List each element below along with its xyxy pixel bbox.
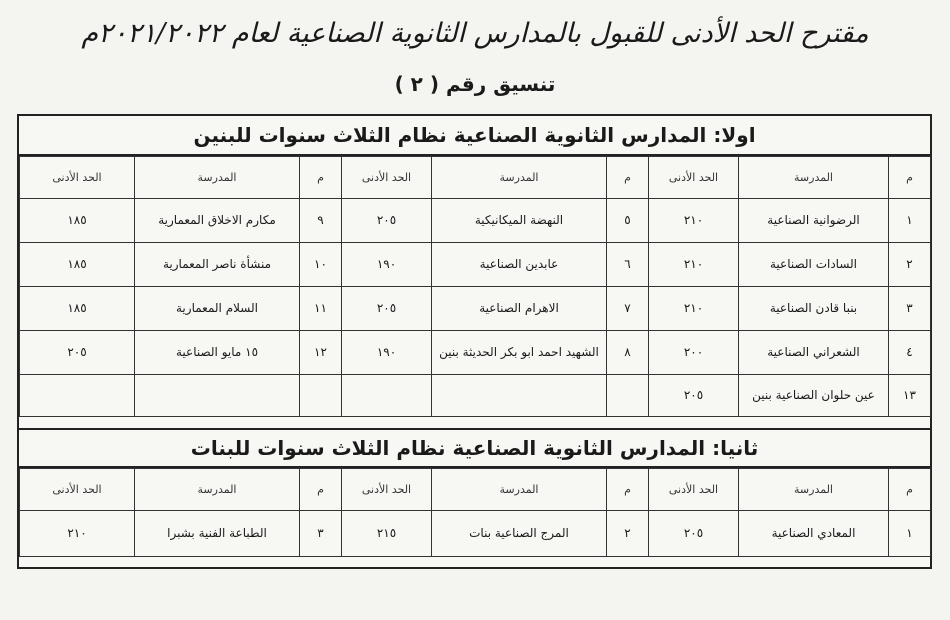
min-score: ١٩٠ — [342, 331, 432, 375]
school-name: بنبا قادن الصناعية — [739, 287, 889, 331]
girls-schools-table — [19, 468, 931, 557]
row-number: ٥ — [607, 199, 649, 243]
row-number: ٦ — [607, 243, 649, 287]
school-name: عين حلوان الصناعية بنين — [739, 375, 889, 417]
row-number: ١ — [889, 511, 931, 557]
row-number: ٢ — [889, 243, 931, 287]
table-row — [20, 375, 931, 417]
table-row — [20, 511, 931, 557]
col-school-header: المدرسة — [739, 469, 889, 511]
min-score: ١٨٥ — [20, 287, 135, 331]
school-name — [135, 375, 300, 417]
col-min-header: الحد الأدنى — [649, 469, 739, 511]
min-score: ١٨٥ — [20, 243, 135, 287]
col-min-header: الحد الأدنى — [342, 157, 432, 199]
school-name: ١٥ مايو الصناعية — [135, 331, 300, 375]
min-score — [20, 375, 135, 417]
school-name: منشأة ناصر المعمارية — [135, 243, 300, 287]
col-num-header: م — [607, 157, 649, 199]
col-school-header: المدرسة — [432, 157, 607, 199]
row-number: ١١ — [300, 287, 342, 331]
row-number — [300, 375, 342, 417]
row-number: ٧ — [607, 287, 649, 331]
school-name: النهضة الميكانيكية — [432, 199, 607, 243]
col-num-header: م — [889, 157, 931, 199]
admission-sheet — [17, 114, 932, 569]
col-school-header: المدرسة — [135, 469, 300, 511]
col-num-header: م — [300, 157, 342, 199]
table-row — [20, 331, 931, 375]
min-score: ٢٠٠ — [649, 331, 739, 375]
min-score: ٢٠٥ — [649, 511, 739, 557]
table-row — [20, 199, 931, 243]
row-number: ٢ — [607, 511, 649, 557]
min-score: ٢٠٥ — [649, 375, 739, 417]
min-score: ٢١٠ — [649, 243, 739, 287]
col-school-header: المدرسة — [739, 157, 889, 199]
school-name: السلام المعمارية — [135, 287, 300, 331]
min-score: ٢١٠ — [649, 199, 739, 243]
document-subtitle: تنسيق رقم ( ٢ ) — [394, 72, 556, 96]
min-score — [342, 375, 432, 417]
school-name: عابدين الصناعية — [432, 243, 607, 287]
document-title: مقترح الحد الأدنى للقبول بالمدارس الثانوية الصناعية لعام ٢٠٢١/٢٠٢٢م — [81, 18, 869, 49]
school-name: المرج الصناعية بنات — [432, 511, 607, 557]
row-number: ١٠ — [300, 243, 342, 287]
table-row — [20, 287, 931, 331]
min-score: ٢٠٥ — [342, 287, 432, 331]
min-score: ٢١٥ — [342, 511, 432, 557]
school-name: الشهيد احمد ابو بكر الحديثة بنين — [432, 331, 607, 375]
school-name: الرضوانية الصناعية — [739, 199, 889, 243]
table-row — [20, 243, 931, 287]
min-score: ٢١٠ — [649, 287, 739, 331]
col-num-header: م — [607, 469, 649, 511]
row-number: ٩ — [300, 199, 342, 243]
col-school-header: المدرسة — [432, 469, 607, 511]
min-score: ٢١٠ — [20, 511, 135, 557]
row-number: ٣ — [889, 287, 931, 331]
col-min-header: الحد الأدنى — [20, 157, 135, 199]
col-school-header: المدرسة — [135, 157, 300, 199]
col-min-header: الحد الأدنى — [20, 469, 135, 511]
section1-heading: اولا: المدارس الثانوية الصناعية نظام الثلاث سنوات للبنين — [19, 116, 930, 156]
min-score: ٢٠٥ — [342, 199, 432, 243]
row-number: ٣ — [300, 511, 342, 557]
row-number: ١ — [889, 199, 931, 243]
school-name — [432, 375, 607, 417]
min-score: ١٨٥ — [20, 199, 135, 243]
min-score: ١٩٠ — [342, 243, 432, 287]
col-num-header: م — [889, 469, 931, 511]
school-name: مكارم الاخلاق المعمارية — [135, 199, 300, 243]
col-min-header: الحد الأدنى — [649, 157, 739, 199]
school-name: المعادي الصناعية — [739, 511, 889, 557]
row-number: ١٣ — [889, 375, 931, 417]
col-num-header: م — [300, 469, 342, 511]
row-number: ٨ — [607, 331, 649, 375]
row-number: ٤ — [889, 331, 931, 375]
section2-heading: ثانيا: المدارس الثانوية الصناعية نظام الثلاث سنوات للبنات — [19, 428, 930, 468]
row-number — [607, 375, 649, 417]
boys-schools-table — [19, 156, 931, 417]
col-min-header: الحد الأدنى — [342, 469, 432, 511]
school-name: الاهرام الصناعية — [432, 287, 607, 331]
school-name: السادات الصناعية — [739, 243, 889, 287]
table-header-row — [20, 157, 931, 199]
table-header-row — [20, 469, 931, 511]
school-name: الطباعة الفنية بشبرا — [135, 511, 300, 557]
min-score: ٢٠٥ — [20, 331, 135, 375]
row-number: ١٢ — [300, 331, 342, 375]
school-name: الشعراني الصناعية — [739, 331, 889, 375]
